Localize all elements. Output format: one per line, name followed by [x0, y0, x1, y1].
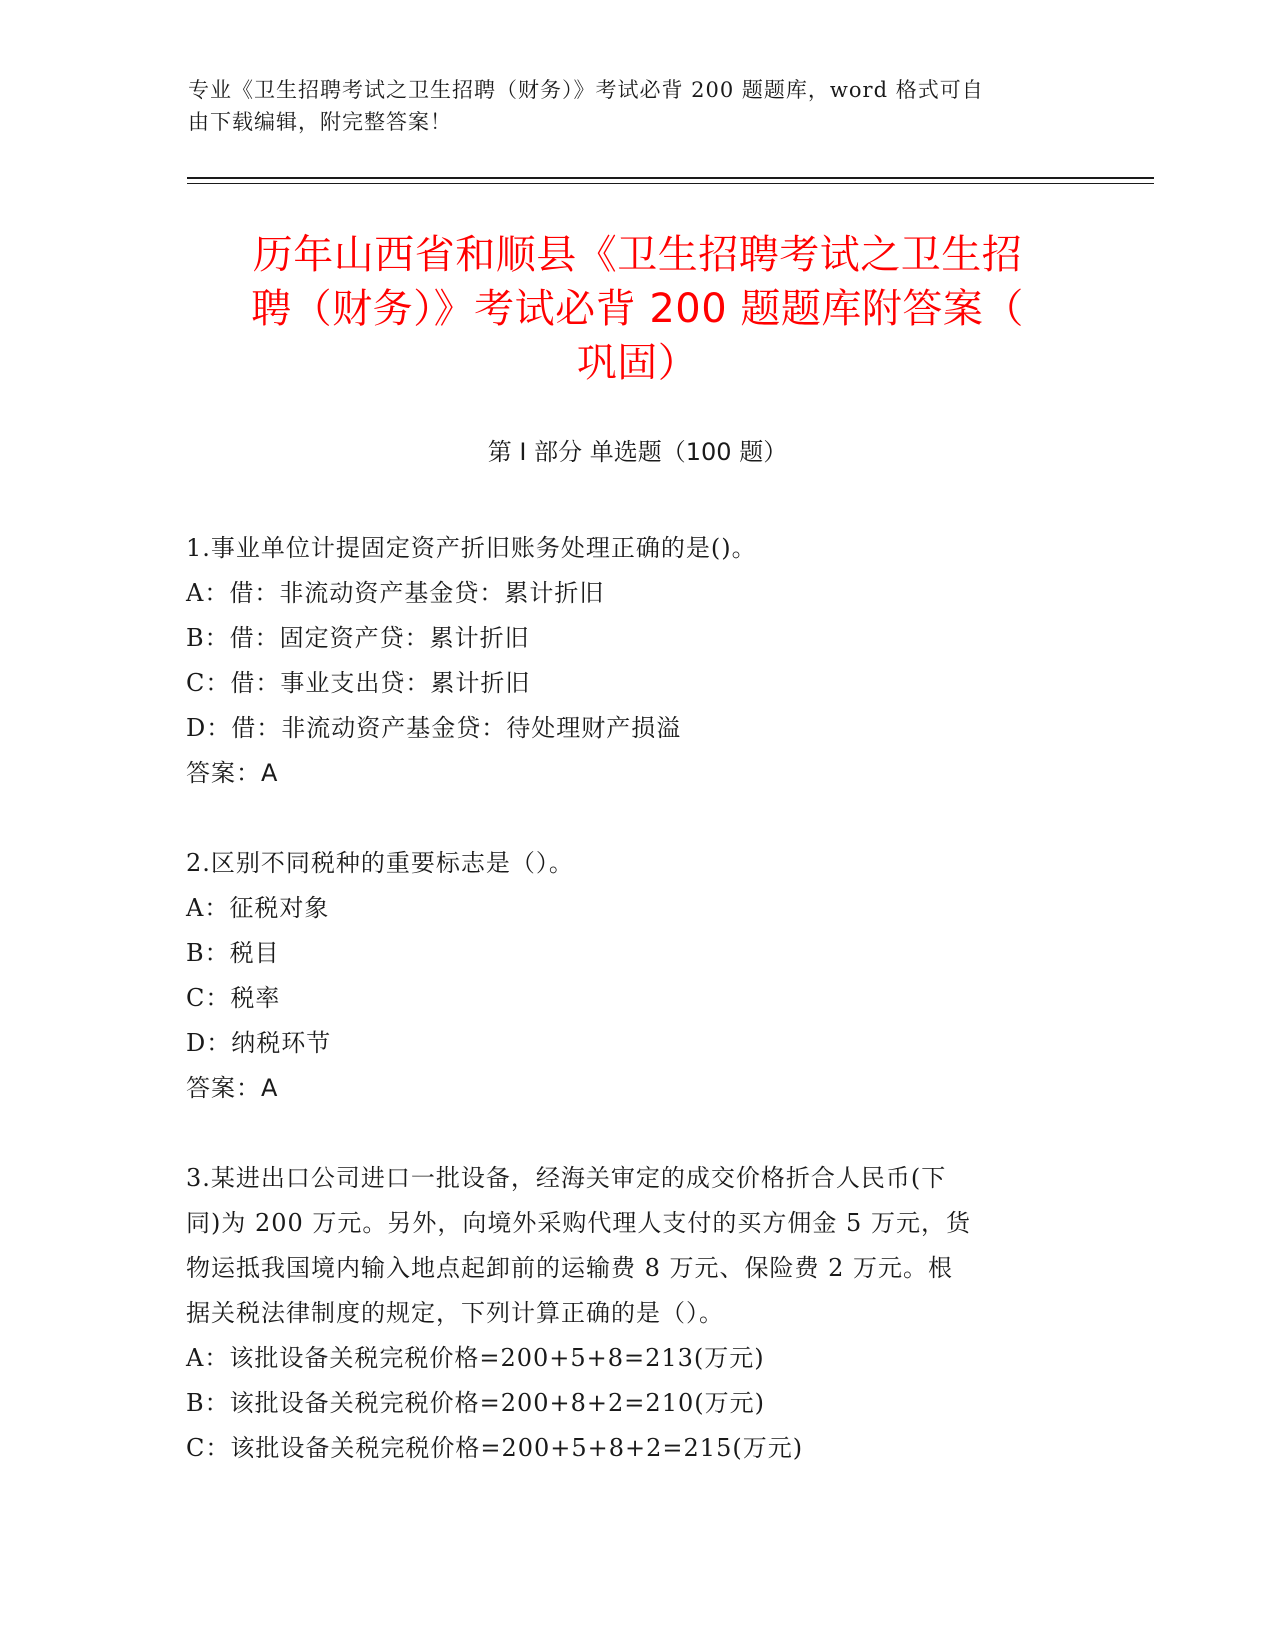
question-stem-line: 1.事业单位计提固定资产折旧账务处理正确的是()。 — [186, 534, 757, 562]
question-stem — [186, 1156, 1066, 1336]
question-item — [186, 1156, 1066, 1471]
answer-line: 答案：A — [186, 1074, 279, 1102]
option-b: B：该批设备关税完税价格=200+8+2=210(万元) — [186, 1389, 765, 1417]
question-item — [186, 526, 1066, 796]
option-b: B：借：固定资产贷：累计折旧 — [186, 624, 530, 652]
question-spacer — [186, 1111, 1066, 1156]
question-stem-line: 物运抵我国境内输入地点起卸前的运输费 8 万元、保险费 2 万元。根 — [186, 1254, 954, 1282]
header-note-line: 专业《卫生招聘考试之卫生招聘（财务）》考试必背 200 题题库，word 格式可自 — [188, 78, 984, 102]
header-divider-thick — [187, 177, 1154, 179]
option-a: A：该批设备关税完税价格=200+5+8=213(万元) — [186, 1344, 765, 1372]
question-stem — [186, 526, 1066, 571]
document-title-line: 聘（财务）》考试必背 200 题题库附答案（ — [251, 286, 1024, 332]
option-b: B：税目 — [186, 939, 280, 967]
header-note-line: 由下载编辑，附完整答案！ — [188, 110, 452, 134]
answer-line: 答案：A — [186, 759, 279, 787]
header-note — [188, 74, 1088, 138]
option-d: D：借：非流动资产基金贷：待处理财产损溢 — [186, 714, 682, 742]
question-stem-line: 据关税法律制度的规定，下列计算正确的是（）。 — [186, 1299, 724, 1327]
option-d: D：纳税环节 — [186, 1029, 332, 1057]
document-title-line: 巩固） — [576, 340, 699, 386]
header-divider-thin — [187, 183, 1154, 184]
question-stem-line: 同)为 200 万元。另外，向境外采购代理人支付的买方佣金 5 万元，货 — [186, 1209, 971, 1237]
document-title — [190, 228, 1085, 390]
option-c: C：税率 — [186, 984, 281, 1012]
option-c: C：该批设备关税完税价格=200+5+8+2=215(万元) — [186, 1434, 804, 1462]
question-stem-line: 3.某进出口公司进口一批设备，经海关审定的成交价格折合人民币(下 — [186, 1164, 947, 1192]
section-heading: 第 I 部分 单选题（100 题） — [487, 438, 788, 466]
option-a: A：征税对象 — [186, 894, 330, 922]
question-item — [186, 841, 1066, 1111]
document-title-line: 历年山西省和顺县《卫生招聘考试之卫生招 — [252, 232, 1023, 278]
option-c: C：借：事业支出贷：累计折旧 — [186, 669, 531, 697]
question-stem-line: 2.区别不同税种的重要标志是（）。 — [186, 849, 574, 877]
question-list — [186, 526, 1066, 1471]
option-a: A：借：非流动资产基金贷：累计折旧 — [186, 579, 605, 607]
question-stem — [186, 841, 1066, 886]
question-spacer — [186, 796, 1066, 841]
